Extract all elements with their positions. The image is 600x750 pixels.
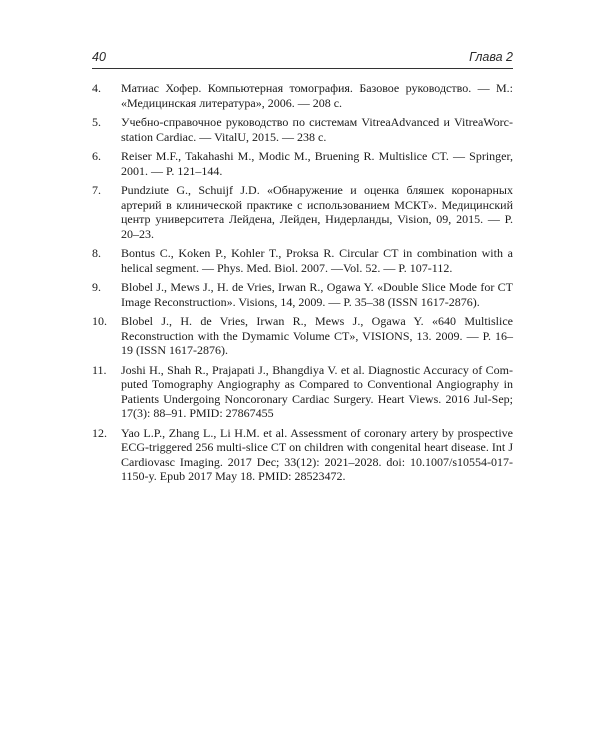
reference-item-9 [92,280,513,309]
reference-number: 7. [92,183,101,197]
reference-text: Учебно-справочное руководство по системам VitreaAdvanced и VitreaWorcstation Cardiac. — VitalU, 2015. — 238 с. [121,115,513,144]
reference-number: 11. [92,362,107,377]
reference-text: Blobel J., H. de Vries, Irwan R., Mews J., Ogawa Y. «640 Multislice Reconstruction with the Dymamic Volume CT», VISIONS, 13. 2009. — P. 16–19 (ISSN 1617-2876). [121,314,513,357]
reference-item-7 [92,183,513,241]
reference-item-10 [92,314,513,358]
reference-number: 6. [92,149,101,163]
reference-item-6 [92,149,513,178]
reference-item-8 [92,246,513,275]
page-number: 40 [92,50,106,64]
header-rule [92,68,513,69]
reference-list [92,81,513,489]
reference-number: 10. [92,314,107,328]
reference-number: 4. [92,81,101,95]
reference-item-11 [92,363,513,421]
reference-number: 8. [92,246,101,260]
chapter-label: Глава 2 [469,50,513,64]
reference-number: 5. [92,115,101,129]
reference-text: Bontus C., Koken P., Kohler T., Proksa R. Circular CT in combination with a helical segment. — Phys. Med. Biol. 2007. —Vol. 52. — P. 107-112. [121,246,513,275]
reference-number: 9. [92,280,101,294]
reference-text: Матиас Хофер. Компьютерная томография. Базовое руководство. — М.: «Медицинская литература», 2006. — 208 с. [121,81,513,110]
reference-item-5 [92,115,513,144]
reference-text: Blobel J., Mews J., H. de Vries, Irwan R., Ogawa Y. «Double Slice Mode for CT Image Reconstruction». Visions, 14, 2009. — P. 35–38 (ISSN 1617-2876). [121,280,513,309]
reference-text: Yao L.P., Zhang L., Li H.M. et al. Assessment of coronary artery by prospective ECG-triggered 256 multi-slice CT on children with congenital heart disease. Int J Cardiovasc Imaging. 2017 Dec; 33(12): 2021–2028. doi: 10.1007/s10554-017-1150-y. Epub 2017 May 18. PMID: 28523472. [121,425,513,483]
reference-text: Reiser M.F., Takahashi M., Modic M., Bruening R. Multislice CT. — Springer, 2001. — P. 121–144. [121,149,513,178]
reference-item-4 [92,81,513,110]
reference-item-12 [92,426,513,484]
reference-text: Joshi H., Shah R., Prajapati J., Bhangdiya V. et al. Diagnostic Accuracy of Computed Tomography Angiography as Compared to Conventional Angiography in Patients Undergoing Noncoronary Cardiac Surgery. Heart Views. 2016 Jul-Sep; 17(3): 88–91. PMID: 27867455 [121,362,513,420]
running-head [92,50,513,68]
reference-number: 12. [92,425,107,440]
reference-text: Pundziute G., Schuijf J.D. «Обнаружение и оценка бляшек коронарных артерий в клинической практике с использованием МСКТ». Медицинский центр университета Лейдена, Лейден, Нидерланды, Vision, 09, 2015. — P. 20–23. [121,183,513,241]
